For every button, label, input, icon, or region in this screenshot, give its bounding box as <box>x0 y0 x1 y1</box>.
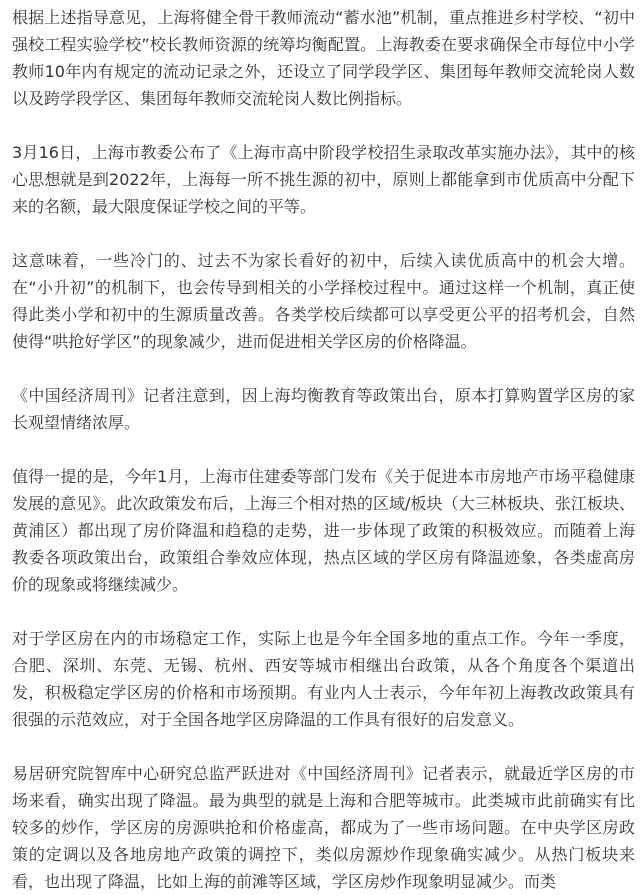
article-paragraph-4: 《中国经济周刊》记者注意到，因上海均衡教育等政策出台，原本打算购置学区房的家长观望情绪浓厚。 <box>12 386 635 432</box>
article-paragraph-2: 3月16日，上海市教委公布了《上海市高中阶段学校招生录取改革实施办法》，其中的核心思想就是到2022年，上海每一所不挑生源的初中，原则上都能拿到市优质高中分配下来的名额，最大限度保证学校之间的平等。 <box>12 143 635 216</box>
article-paragraph-7: 易居研究院智库中心研究总监严跃进对《中国经济周刊》记者表示，就最近学区房的市场来看，确实出现了降温。最为典型的就是上海和合肥等城市。此类城市此前确实有比较多的炒作，学区房的房源哄抢和价格虚高，都成为了一些市场问题。在中央学区房政策的定调以及各地房地产政策的调控下，类似房源炒作现象确实减少。从热门板块来看，也出现了降温，比如上海的前滩等区域，学区房炒作现象明显减少。而类 <box>12 764 635 891</box>
article-paragraph-6: 对于学区房在内的市场稳定工作，实际上也是今年全国多地的重点工作。今年一季度，合肥、深圳、东莞、无锡、杭州、西安等城市相继出台政策，从各个角度各个渠道出发，积极稳定学区房的价格和市场预期。有业内人士表示，今年年初上海教改政策具有很强的示范效应，对于全国各地学区房降温的工作具有很好的启发意义。 <box>12 629 635 729</box>
article-paragraph-1: 根据上述指导意见，上海将健全骨干教师流动“蓄水池”机制，重点推进乡村学校、“初中强校工程实验学校”校长教师资源的统筹均衡配置。上海教委在要求确保全市每位中小学教师10年内有规定的流动记录之外，还设立了同学段学区、集团每年教师交流轮岗人数以及跨学段学区、集团每年教师交流轮岗人数比例指标。 <box>12 8 635 108</box>
article-paragraph-3: 这意味着，一些冷门的、过去不为家长看好的初中，后续入读优质高中的机会大增。在“小升初”的机制下，也会传导到相关的小学择校过程中。通过这样一个机制，真正使得此类小学和初中的生源质量改善。各类学校后续都可以享受更公平的招考机会，自然使得“哄抢好学区”的现象减少，进而促进相关学区房的价格降温。 <box>12 251 635 351</box>
article-paragraph-5: 值得一提的是，今年1月，上海市住建委等部门发布《关于促进本市房地产市场平稳健康发展的意见》。此次政策发布后，上海三个相对热的区域/板块（大三林板块、张江板块、黄浦区）都出现了房价降温和趋稳的走势，进一步体现了政策的积极效应。而随着上海教委各项政策出台，政策组合拳效应体现，热点区域的学区房有降温迹象，各类虚高房价的现象或将继续减少。 <box>12 467 635 594</box>
